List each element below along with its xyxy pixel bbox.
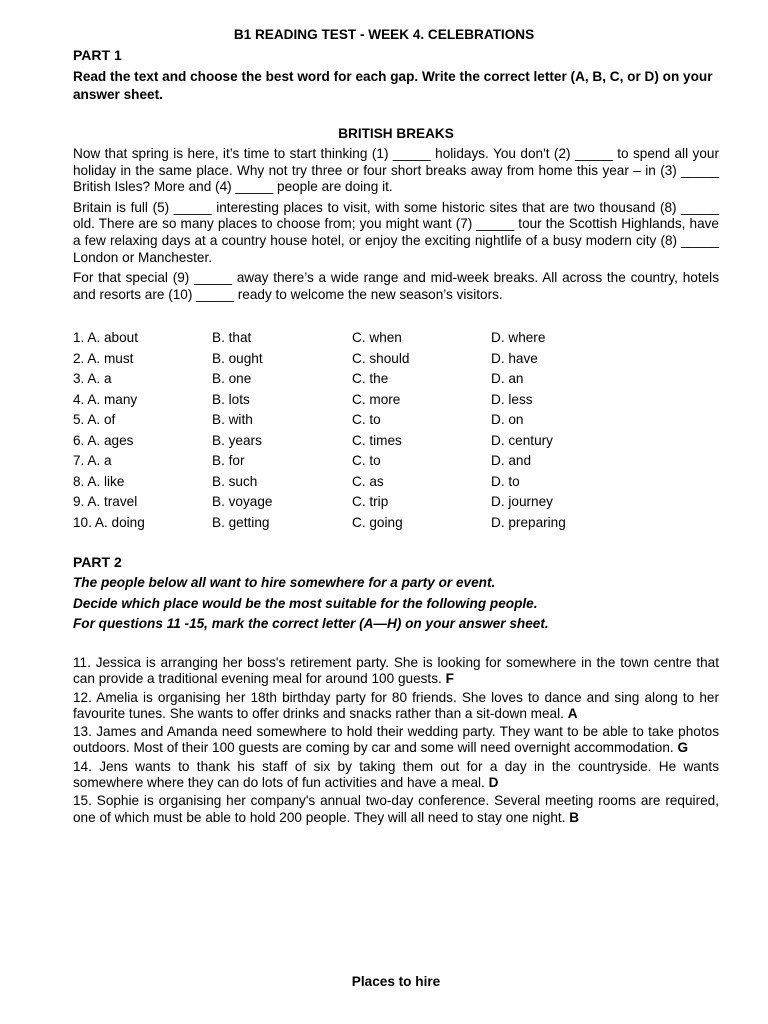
question-answer: B [569, 809, 580, 825]
question-text: 12. Amelia is organising her 18th birthday party for 80 friends. She loves to dance and sing along to her favourite tunes. She wants to offer drinks and snacks rather than a sit-down meal. [73, 689, 719, 721]
option-b: B. with [212, 412, 253, 427]
option-a: 4. A. many [73, 391, 138, 407]
option-row [73, 472, 673, 493]
options-list [73, 328, 673, 533]
question-item [73, 655, 719, 688]
option-c: C. to [352, 453, 381, 468]
option-d: D. have [491, 350, 538, 366]
part1-heading: PART 1 [73, 47, 122, 63]
option-c: C. going [352, 514, 403, 530]
question-text: 11. Jessica is arranging her boss's retirement party. She is looking for somewhere in the town centre that can provide a traditional evening meal for around 100 guests. [73, 655, 719, 687]
passage-paragraph: Now that spring is here, it’s time to start thinking (1) _____ holidays. You don't (2) _____ to spend all your holiday in the same place. Why not try three or four short breaks away from home this year – in (3) _____ British Isles? More and (4) _____ people are doing it. [73, 146, 719, 195]
option-c: C. more [352, 391, 401, 407]
option-b: B. years [212, 432, 262, 448]
option-a: 8. A. like [73, 473, 125, 489]
option-d: D. on [491, 412, 524, 427]
passage-paragraph: For that special (9) _____ away there’s a wide range and mid-week breaks. All across the country, hotels and resorts are (10) _____ ready to welcome the new season’s visitors. [73, 270, 719, 302]
option-c: C. as [352, 473, 384, 489]
option-b: B. lots [212, 391, 250, 407]
option-a: 7. A. a [73, 453, 112, 468]
option-c: C. the [352, 371, 389, 386]
questions-list [73, 655, 719, 828]
question-item [73, 690, 719, 723]
option-row [73, 431, 673, 452]
question-item [73, 793, 719, 826]
option-d: D. preparing [491, 514, 566, 530]
option-b: B. for [212, 453, 245, 468]
option-row [73, 513, 673, 534]
question-answer: A [567, 705, 578, 721]
instruction-line: Decide which place would be the most suitable for the following people. [73, 595, 538, 611]
option-d: D. to [491, 473, 520, 489]
question-item [73, 759, 719, 792]
option-a: 2. A. must [73, 350, 134, 366]
option-a: 6. A. ages [73, 432, 134, 448]
option-a: 5. A. of [73, 412, 116, 427]
passage-paragraph: Britain is full (5) _____ interesting places to visit, with some historic sites that are two thousand (8) _____ old. There are so many places to choose from; you might want (7) _____ tour the Scottish Highlands, have a few relaxing days at a country house hotel, or enjoy the exciting nightlife of a busy modern city (8) _____ London or Manchester. [73, 199, 719, 265]
option-b: B. ought [212, 350, 263, 366]
option-d: D. an [491, 371, 524, 386]
page-title: B1 READING TEST - WEEK 4. CELEBRATIONS [233, 27, 535, 42]
part2-instructions [73, 573, 733, 635]
option-b: B. such [212, 473, 258, 489]
option-a: 10. A. doing [73, 514, 145, 530]
option-d: D. less [491, 391, 533, 407]
option-a: 1. A. about [73, 330, 139, 345]
option-d: D. journey [491, 494, 553, 509]
option-d: D. and [491, 453, 532, 468]
question-text: 15. Sophie is organising her company's annual two-day conference. Several meeting rooms are required, one of which must be able to hold 200 people. They will all need to stay one night. [73, 793, 719, 825]
option-row [73, 390, 673, 411]
question-text: 14. Jens wants to thank his staff of six by taking them out for a day in the countryside. He wants somewhere where they can do lots of fun activities and have a meal. [73, 758, 719, 791]
question-answer: F [445, 671, 454, 687]
option-row [73, 410, 673, 431]
question-item [73, 724, 719, 757]
option-row [73, 451, 673, 472]
option-b: B. voyage [212, 494, 273, 509]
instruction-line: The people below all want to hire somewhere for a party or event. [73, 575, 496, 590]
option-c: C. should [352, 350, 410, 366]
option-c: C. trip [352, 494, 389, 509]
option-row [73, 492, 673, 513]
option-a: 9. A. travel [73, 494, 138, 509]
question-answer: G [677, 740, 689, 756]
part2-heading: PART 2 [73, 554, 122, 570]
option-d: D. century [491, 432, 553, 448]
option-a: 3. A. a [73, 371, 112, 386]
instruction-line: For questions 11 -15, mark the correct letter (A—H) on your answer sheet. [73, 616, 549, 631]
option-row [73, 328, 673, 349]
places-to-hire-title: Places to hire [351, 974, 441, 989]
option-c: C. when [352, 330, 402, 345]
option-row [73, 369, 673, 390]
question-answer: D [488, 775, 499, 791]
part1-instructions: Read the text and choose the best word for each gap. Write the correct letter (A, B, C, or D) on your answer sheet. [73, 69, 713, 102]
question-text: 13. James and Amanda need somewhere to hold their wedding party. They want to be able to take photos outdoors. Most of their 100 guests are coming by car and some will need overnight accommodation. [73, 724, 719, 756]
option-d: D. where [491, 330, 546, 345]
passage [73, 146, 719, 307]
option-b: B. that [212, 330, 252, 345]
option-c: C. times [352, 432, 402, 448]
option-b: B. getting [212, 514, 270, 530]
option-b: B. one [212, 371, 252, 386]
option-c: C. to [352, 412, 381, 427]
passage-title: BRITISH BREAKS [338, 126, 454, 141]
option-row [73, 349, 673, 370]
